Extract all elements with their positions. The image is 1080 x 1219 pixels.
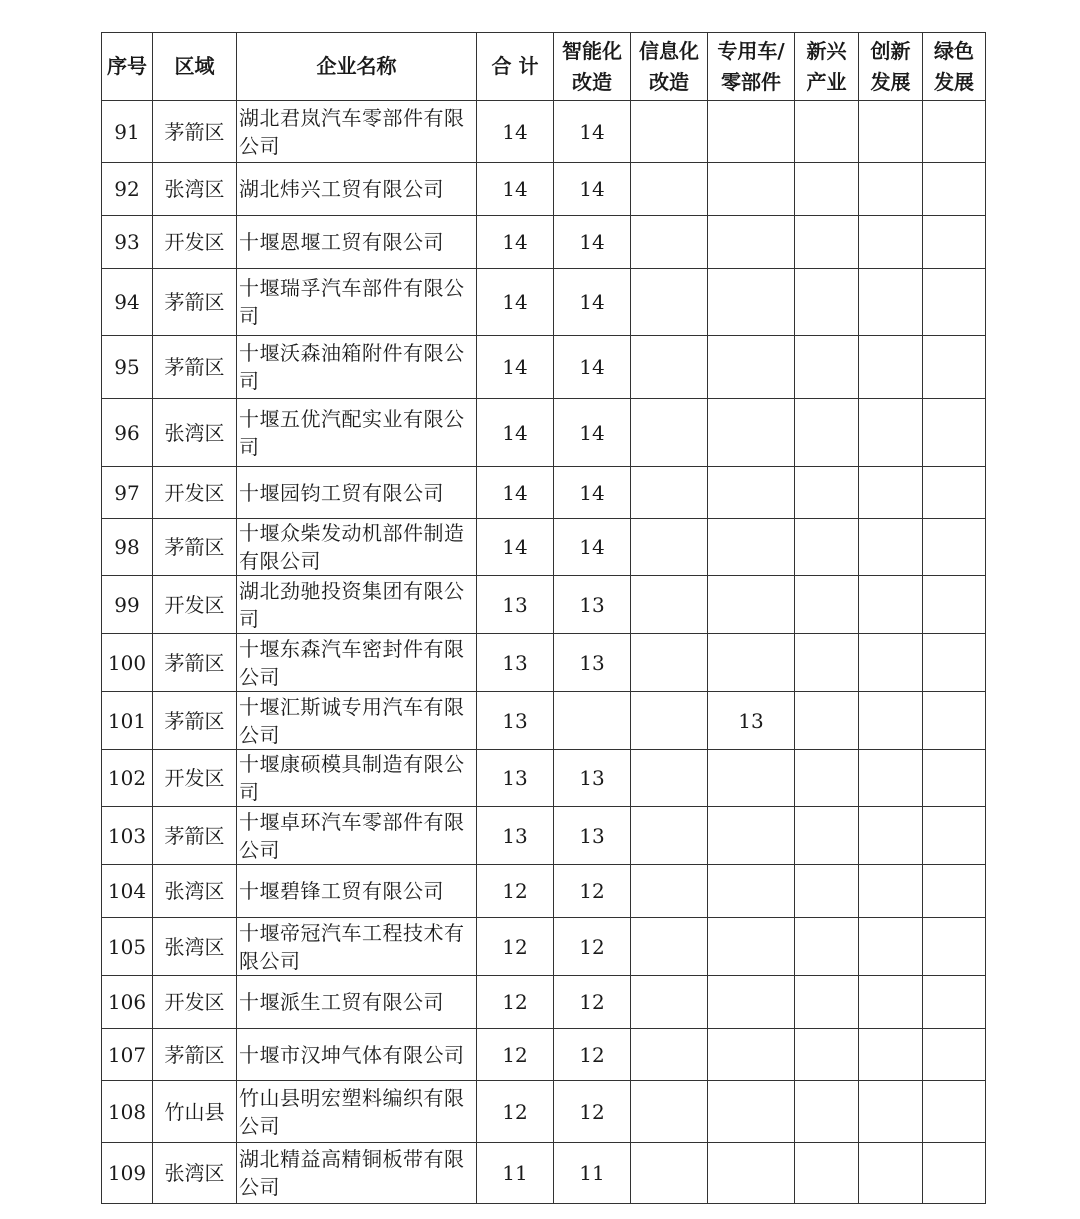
cell-smart: 12 — [554, 918, 631, 976]
cell-region: 茅箭区 — [153, 269, 237, 336]
header-smart-line2: 改造 — [572, 69, 612, 94]
table-row — [102, 467, 986, 519]
cell-green — [923, 692, 986, 750]
table-row — [102, 576, 986, 634]
table-row — [102, 336, 986, 399]
cell-green — [923, 336, 986, 399]
cell-region: 茅箭区 — [153, 1029, 237, 1081]
cell-emerging — [795, 750, 859, 807]
cell-total: 12 — [477, 1081, 554, 1143]
cell-emerging — [795, 1029, 859, 1081]
cell-innovation — [859, 269, 923, 336]
cell-seq: 103 — [102, 807, 153, 865]
cell-emerging — [795, 634, 859, 692]
cell-green — [923, 1143, 986, 1204]
cell-seq: 108 — [102, 1081, 153, 1143]
cell-name: 十堰帝冠汽车工程技术有限公司 — [237, 918, 477, 976]
cell-green — [923, 1029, 986, 1081]
table-row — [102, 519, 986, 576]
cell-green — [923, 467, 986, 519]
cell-innovation — [859, 163, 923, 216]
cell-emerging — [795, 101, 859, 163]
cell-innovation — [859, 467, 923, 519]
header-total: 合 计 — [477, 33, 554, 101]
cell-emerging — [795, 576, 859, 634]
cell-special — [708, 865, 795, 918]
cell-info — [631, 519, 708, 576]
cell-special — [708, 519, 795, 576]
cell-name: 十堰碧锋工贸有限公司 — [237, 865, 477, 918]
cell-special — [708, 467, 795, 519]
cell-region: 张湾区 — [153, 865, 237, 918]
cell-name: 十堰园钧工贸有限公司 — [237, 467, 477, 519]
cell-total: 14 — [477, 336, 554, 399]
cell-special — [708, 1143, 795, 1204]
cell-seq: 91 — [102, 101, 153, 163]
cell-name: 十堰康硕模具制造有限公司 — [237, 750, 477, 807]
cell-green — [923, 101, 986, 163]
cell-special — [708, 807, 795, 865]
cell-special — [708, 336, 795, 399]
cell-total: 14 — [477, 216, 554, 269]
cell-info — [631, 399, 708, 467]
cell-seq: 100 — [102, 634, 153, 692]
cell-special — [708, 918, 795, 976]
cell-total: 14 — [477, 269, 554, 336]
cell-info — [631, 336, 708, 399]
cell-seq: 107 — [102, 1029, 153, 1081]
cell-innovation — [859, 634, 923, 692]
cell-name: 十堰恩堰工贸有限公司 — [237, 216, 477, 269]
cell-info — [631, 750, 708, 807]
header-seq: 序号 — [102, 33, 153, 101]
cell-info — [631, 269, 708, 336]
cell-total: 14 — [477, 519, 554, 576]
table-row — [102, 101, 986, 163]
cell-total: 14 — [477, 467, 554, 519]
cell-seq: 99 — [102, 576, 153, 634]
cell-info — [631, 467, 708, 519]
cell-emerging — [795, 918, 859, 976]
cell-smart: 14 — [554, 336, 631, 399]
cell-name: 十堰卓环汽车零部件有限公司 — [237, 807, 477, 865]
enterprise-table — [101, 32, 986, 1204]
table-row — [102, 865, 986, 918]
cell-smart: 14 — [554, 101, 631, 163]
header-name: 企业名称 — [237, 33, 477, 101]
cell-total: 13 — [477, 576, 554, 634]
cell-green — [923, 576, 986, 634]
cell-region: 茅箭区 — [153, 101, 237, 163]
cell-innovation — [859, 918, 923, 976]
cell-emerging — [795, 216, 859, 269]
header-special-line1: 专用车/ — [717, 38, 785, 63]
cell-total: 13 — [477, 692, 554, 750]
cell-innovation — [859, 519, 923, 576]
cell-info — [631, 1081, 708, 1143]
header-emerging-line1: 新兴 — [806, 38, 847, 63]
cell-smart: 12 — [554, 976, 631, 1029]
cell-region: 开发区 — [153, 576, 237, 634]
cell-emerging — [795, 336, 859, 399]
cell-info — [631, 101, 708, 163]
header-innovation-line2: 发展 — [870, 69, 911, 94]
table-row — [102, 1143, 986, 1204]
cell-innovation — [859, 976, 923, 1029]
cell-emerging — [795, 865, 859, 918]
cell-green — [923, 269, 986, 336]
cell-innovation — [859, 1029, 923, 1081]
cell-special — [708, 216, 795, 269]
cell-emerging — [795, 807, 859, 865]
cell-innovation — [859, 1143, 923, 1204]
cell-total: 14 — [477, 163, 554, 216]
header-smart — [554, 33, 631, 101]
table-row — [102, 750, 986, 807]
cell-info — [631, 807, 708, 865]
cell-green — [923, 865, 986, 918]
table-row — [102, 163, 986, 216]
table-row — [102, 634, 986, 692]
table-row — [102, 807, 986, 865]
cell-smart: 12 — [554, 1081, 631, 1143]
header-info-line1: 信息化 — [639, 38, 699, 63]
cell-emerging — [795, 163, 859, 216]
cell-special — [708, 634, 795, 692]
cell-special — [708, 576, 795, 634]
cell-region: 张湾区 — [153, 163, 237, 216]
cell-special — [708, 976, 795, 1029]
cell-name: 湖北精益高精铜板带有限公司 — [237, 1143, 477, 1204]
cell-special — [708, 1081, 795, 1143]
cell-name: 十堰沃森油箱附件有限公司 — [237, 336, 477, 399]
table-row — [102, 399, 986, 467]
cell-seq: 104 — [102, 865, 153, 918]
cell-green — [923, 634, 986, 692]
cell-special — [708, 1029, 795, 1081]
cell-special — [708, 399, 795, 467]
cell-total: 14 — [477, 101, 554, 163]
cell-info — [631, 216, 708, 269]
header-innovation-line1: 创新 — [870, 38, 911, 63]
cell-smart: 14 — [554, 467, 631, 519]
cell-innovation — [859, 216, 923, 269]
cell-seq: 105 — [102, 918, 153, 976]
cell-region: 开发区 — [153, 216, 237, 269]
cell-name: 十堰市汉坤气体有限公司 — [237, 1029, 477, 1081]
cell-smart: 13 — [554, 634, 631, 692]
cell-region: 开发区 — [153, 467, 237, 519]
cell-innovation — [859, 576, 923, 634]
cell-smart: 14 — [554, 519, 631, 576]
cell-green — [923, 216, 986, 269]
cell-green — [923, 519, 986, 576]
cell-region: 张湾区 — [153, 1143, 237, 1204]
cell-innovation — [859, 692, 923, 750]
cell-green — [923, 976, 986, 1029]
table-row — [102, 918, 986, 976]
cell-name: 湖北炜兴工贸有限公司 — [237, 163, 477, 216]
cell-smart: 14 — [554, 269, 631, 336]
cell-name: 竹山县明宏塑料编织有限公司 — [237, 1081, 477, 1143]
cell-region: 茅箭区 — [153, 634, 237, 692]
cell-region: 茅箭区 — [153, 807, 237, 865]
cell-total: 12 — [477, 865, 554, 918]
cell-name: 十堰派生工贸有限公司 — [237, 976, 477, 1029]
cell-seq: 101 — [102, 692, 153, 750]
table-row — [102, 269, 986, 336]
header-green-line1: 绿色 — [934, 38, 974, 63]
cell-emerging — [795, 976, 859, 1029]
cell-innovation — [859, 750, 923, 807]
cell-special: 13 — [708, 692, 795, 750]
cell-total: 12 — [477, 976, 554, 1029]
cell-smart: 13 — [554, 807, 631, 865]
cell-smart: 12 — [554, 1029, 631, 1081]
cell-innovation — [859, 865, 923, 918]
cell-info — [631, 865, 708, 918]
cell-info — [631, 1029, 708, 1081]
table-row — [102, 1081, 986, 1143]
cell-total: 13 — [477, 807, 554, 865]
cell-region: 开发区 — [153, 750, 237, 807]
cell-smart: 14 — [554, 399, 631, 467]
cell-smart: 11 — [554, 1143, 631, 1204]
table-row — [102, 976, 986, 1029]
cell-emerging — [795, 467, 859, 519]
cell-region: 张湾区 — [153, 399, 237, 467]
cell-info — [631, 918, 708, 976]
header-special-line2: 零部件 — [721, 69, 781, 94]
cell-special — [708, 163, 795, 216]
cell-seq: 92 — [102, 163, 153, 216]
cell-smart: 13 — [554, 750, 631, 807]
cell-seq: 102 — [102, 750, 153, 807]
header-info-line2: 改造 — [649, 69, 689, 94]
cell-name: 十堰汇斯诚专用汽车有限公司 — [237, 692, 477, 750]
cell-total: 14 — [477, 399, 554, 467]
cell-seq: 106 — [102, 976, 153, 1029]
cell-emerging — [795, 1081, 859, 1143]
header-region: 区域 — [153, 33, 237, 101]
cell-seq: 94 — [102, 269, 153, 336]
cell-info — [631, 163, 708, 216]
cell-green — [923, 163, 986, 216]
cell-name: 十堰众柴发动机部件制造有限公司 — [237, 519, 477, 576]
cell-name: 十堰瑞孚汽车部件有限公司 — [237, 269, 477, 336]
cell-name: 十堰东森汽车密封件有限公司 — [237, 634, 477, 692]
header-row — [102, 33, 986, 101]
cell-seq: 95 — [102, 336, 153, 399]
cell-total: 13 — [477, 750, 554, 807]
cell-seq: 96 — [102, 399, 153, 467]
cell-total: 12 — [477, 1029, 554, 1081]
cell-info — [631, 576, 708, 634]
cell-total: 13 — [477, 634, 554, 692]
cell-region: 开发区 — [153, 976, 237, 1029]
cell-seq: 98 — [102, 519, 153, 576]
header-green — [923, 33, 986, 101]
cell-green — [923, 918, 986, 976]
cell-green — [923, 807, 986, 865]
table-row — [102, 692, 986, 750]
cell-seq: 93 — [102, 216, 153, 269]
cell-info — [631, 976, 708, 1029]
cell-innovation — [859, 1081, 923, 1143]
cell-smart: 12 — [554, 865, 631, 918]
cell-green — [923, 1081, 986, 1143]
cell-green — [923, 399, 986, 467]
cell-smart: 13 — [554, 576, 631, 634]
header-info — [631, 33, 708, 101]
cell-emerging — [795, 519, 859, 576]
cell-special — [708, 750, 795, 807]
cell-innovation — [859, 101, 923, 163]
cell-seq: 109 — [102, 1143, 153, 1204]
cell-region: 茅箭区 — [153, 336, 237, 399]
cell-total: 11 — [477, 1143, 554, 1204]
cell-info — [631, 692, 708, 750]
cell-innovation — [859, 399, 923, 467]
cell-smart — [554, 692, 631, 750]
cell-emerging — [795, 269, 859, 336]
cell-special — [708, 101, 795, 163]
cell-info — [631, 1143, 708, 1204]
cell-special — [708, 269, 795, 336]
cell-region: 茅箭区 — [153, 519, 237, 576]
header-special — [708, 33, 795, 101]
cell-region: 竹山县 — [153, 1081, 237, 1143]
table-row — [102, 1029, 986, 1081]
cell-name: 湖北劲驰投资集团有限公司 — [237, 576, 477, 634]
cell-seq: 97 — [102, 467, 153, 519]
cell-emerging — [795, 399, 859, 467]
cell-smart: 14 — [554, 163, 631, 216]
header-emerging — [795, 33, 859, 101]
cell-innovation — [859, 336, 923, 399]
header-smart-line1: 智能化 — [562, 38, 622, 63]
cell-region: 茅箭区 — [153, 692, 237, 750]
cell-innovation — [859, 807, 923, 865]
header-green-line2: 发展 — [934, 69, 974, 94]
cell-green — [923, 750, 986, 807]
cell-emerging — [795, 1143, 859, 1204]
header-innovation — [859, 33, 923, 101]
cell-name: 十堰五优汽配实业有限公司 — [237, 399, 477, 467]
table-row — [102, 216, 986, 269]
cell-total: 12 — [477, 918, 554, 976]
cell-region: 张湾区 — [153, 918, 237, 976]
cell-smart: 14 — [554, 216, 631, 269]
header-emerging-line2: 产业 — [806, 69, 847, 94]
cell-name: 湖北君岚汽车零部件有限公司 — [237, 101, 477, 163]
cell-info — [631, 634, 708, 692]
cell-emerging — [795, 692, 859, 750]
